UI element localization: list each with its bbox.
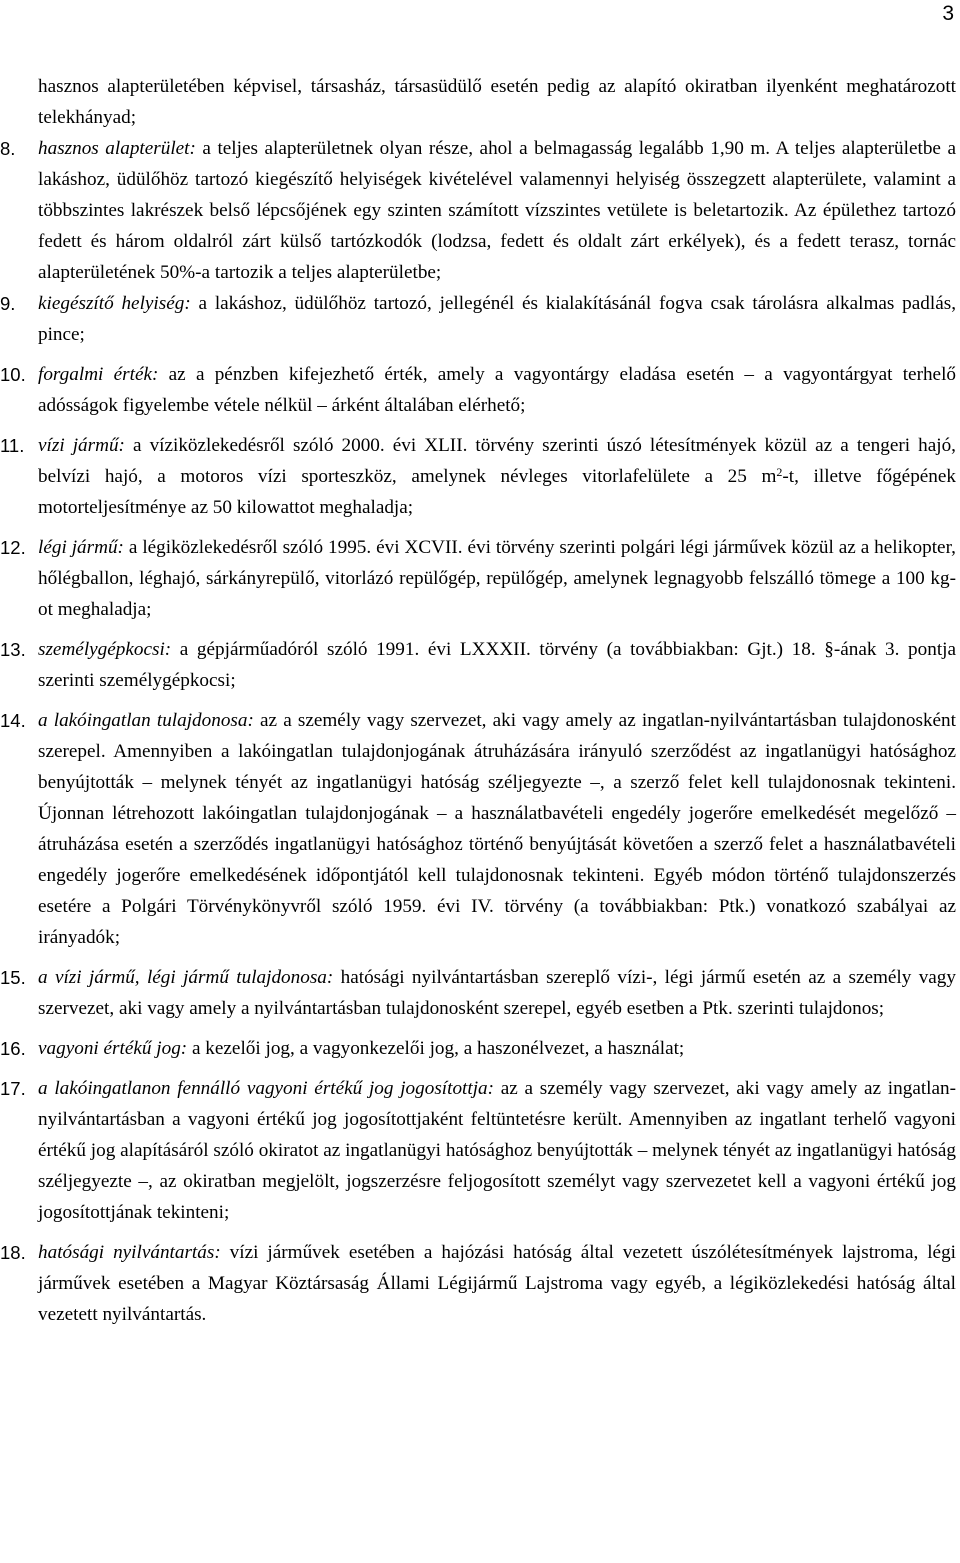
item-number: 17. [0, 1078, 26, 1099]
definition-text: a lakáshoz, üdülőhöz tartozó, jellegénél és kialakításánál fogva csak tárolásra alkalmas padlás, pince; [38, 293, 957, 345]
definition-term: kiegészítő helyiség: [38, 293, 191, 314]
definition-text: a teljes alapterületnek olyan része, ahol a belmagasság legalább 1,90 m. A teljes alapterületbe a lakáshoz, üdülőhöz tartozó kiegészítő helyiségek kivételével valamennyi helyiség összegzett alapterülete, valamint a többszintes lakrészek belső lépcsőjének egy szinten számított vízszintes vetülete is beletartozik. Az épülethez tartozó fedett és három oldalról zárt külső tartózkodók (lodzsa, fedett és oldalt zárt erkélyek), és a fedett terasz, tornác alapterületének 50%-a tartozik a teljes alapterületbe; [38, 138, 956, 283]
definition-text: a víziközlekedésről szóló 2000. évi XLII. törvény szerinti úszó létesítmények közül az a tengeri hajó, belvízi hajó, a motoros vízi sporteszköz, amelynek névleges vitorlafelülete a 25 m [38, 435, 956, 487]
definition-term: a lakóingatlanon fennálló vagyoni értékű jog jogosítottja: [38, 1078, 495, 1099]
definition-term: vízi jármű: [38, 435, 125, 456]
document-body [0, 71, 957, 1330]
definition-item-14 [0, 705, 956, 953]
definition-item-11 [0, 430, 957, 523]
definition-text: az a személy vagy szervezet, aki vagy amely az ingatlan-nyilvántartásban tulajdonosként szerepel. Amennyiben a lakóingatlan tulajdonjogának átruházására irányuló szerződést az ingatlanügyi hatósághoz benyújtották – melynek tényét az ingatlanügyi hatóság széljegyezte –, a szerző felet kell tulajdonosnak tekinteni. Újonnan létrehozott lakóingatlan tulajdonjogának – a használatbavételi engedély jogerőre emelkedését megelőző – átruházása esetén a szerződés ingatlanügyi hatósághoz történő benyújtását követően a szerző felet a használatbavételi engedély jogerőre emelkedésének időpontjától kell tulajdonosnak tekinteni. Egyéb módon történő tulajdonszerzés esetére a Polgári Törvénykönyvről szóló 1959. évi IV. törvény (a továbbiakban: Ptk.) vonatkozó szabályai az irányadók; [38, 710, 956, 948]
item-number: 13. [0, 639, 26, 660]
item-number: 8. [0, 138, 16, 159]
definition-item-8 [0, 133, 956, 288]
definition-term: hasznos alapterület: [38, 138, 196, 159]
item-number: 16. [0, 1038, 26, 1059]
item-number: 14. [0, 710, 26, 731]
definition-item-16 [0, 1033, 956, 1064]
definition-item-15 [0, 962, 956, 1024]
definition-term: a vízi jármű, légi jármű tulajdonosa: [38, 967, 334, 988]
definition-term: légi jármű: [38, 537, 124, 558]
definition-text: a légiközlekedésről szóló 1995. évi XCVII. évi törvény szerinti polgári légi járművek közül az a helikopter, hőlégballon, léghajó, sárkányrepülő, vitorlázó repülőgép, repülőgép, amelynek legnagyobb felszálló tömege a 100 kg-ot meghaladja; [38, 537, 956, 620]
definition-text: vízi járművek esetében a hajózási hatóság által vezetett úszólétesítmények lajstroma, légi járművek esetében a Magyar Köztársaság Állami Légijármű Lajstroma vagy egyéb, a légiközlekedési hatóság által vezetett nyilvántartás. [38, 1242, 957, 1325]
definition-text: a kezelői jog, a vagyonkezelői jog, a haszonélvezet, a használat; [187, 1038, 685, 1059]
item-number: 18. [0, 1242, 26, 1263]
item-number: 12. [0, 537, 26, 558]
definition-text: a gépjárműadóról szóló 1991. évi LXXXII. törvény (a továbbiakban: Gjt.) 18. §-ának 3. pontja szerinti személygépkocsi; [38, 639, 956, 691]
definition-term: hatósági nyilvántartás: [38, 1242, 221, 1263]
definition-item-9 [0, 288, 957, 350]
definition-item-10 [0, 359, 957, 421]
definition-term: vagyoni értékű jog: [38, 1038, 188, 1059]
definition-item-17 [0, 1073, 956, 1228]
definition-text-continued: -t, illetve főgépének motorteljesítménye az 50 kilowattot meghaladja; [38, 466, 957, 518]
intro-paragraph: hasznos alapterületében képvisel, társasház, társasüdülő esetén pedig az alapító okiratban ilyenként meghatározott telekhányad; [38, 76, 956, 128]
item-number: 15. [0, 967, 26, 988]
definition-item-13 [0, 634, 956, 696]
definition-text: az a személy vagy szervezet, aki vagy amely az ingatlan-nyilvántartásban a vagyoni értékű jog jogosítottjaként feltüntetésre került. Amennyiben az ingatlant terhelő vagyoni értékű jog alapításáról szóló okiratot az ingatlanügyi hatósághoz benyújtották – melynek tényét az ingatlanügyi hatóság széljegyezte –, az okiratban megjelölt, jogszerzésre feljogosított személyt vagy szervezetet kell a vagyoni értékű jog jogosítottjának tekinteni; [38, 1078, 956, 1223]
superscript: 2 [776, 465, 783, 479]
item-number: 11. [0, 435, 25, 456]
item-number: 10. [0, 364, 26, 385]
definition-item-18 [0, 1237, 957, 1330]
page-number: 3 [942, 2, 954, 25]
item-number: 9. [0, 293, 16, 314]
definition-item-12 [0, 532, 956, 625]
definition-term: személygépkocsi: [38, 639, 172, 660]
definition-text: az a pénzben kifejezhető érték, amely a vagyontárgy eladása esetén – a vagyontárgyat terhelő adósságok figyelembe vétele nélkül – árként általában elérhető; [38, 364, 957, 416]
definition-text: hatósági nyilvántartásban szereplő vízi-, légi jármű esetén az a személy vagy szervezet, aki vagy amely a nyilvántartásban tulajdonosként szerepel, egyéb esetben a Ptk. szerinti tulajdonos; [38, 967, 956, 1019]
definition-term: forgalmi érték: [38, 364, 159, 385]
definition-term: a lakóingatlan tulajdonosa: [38, 710, 254, 731]
